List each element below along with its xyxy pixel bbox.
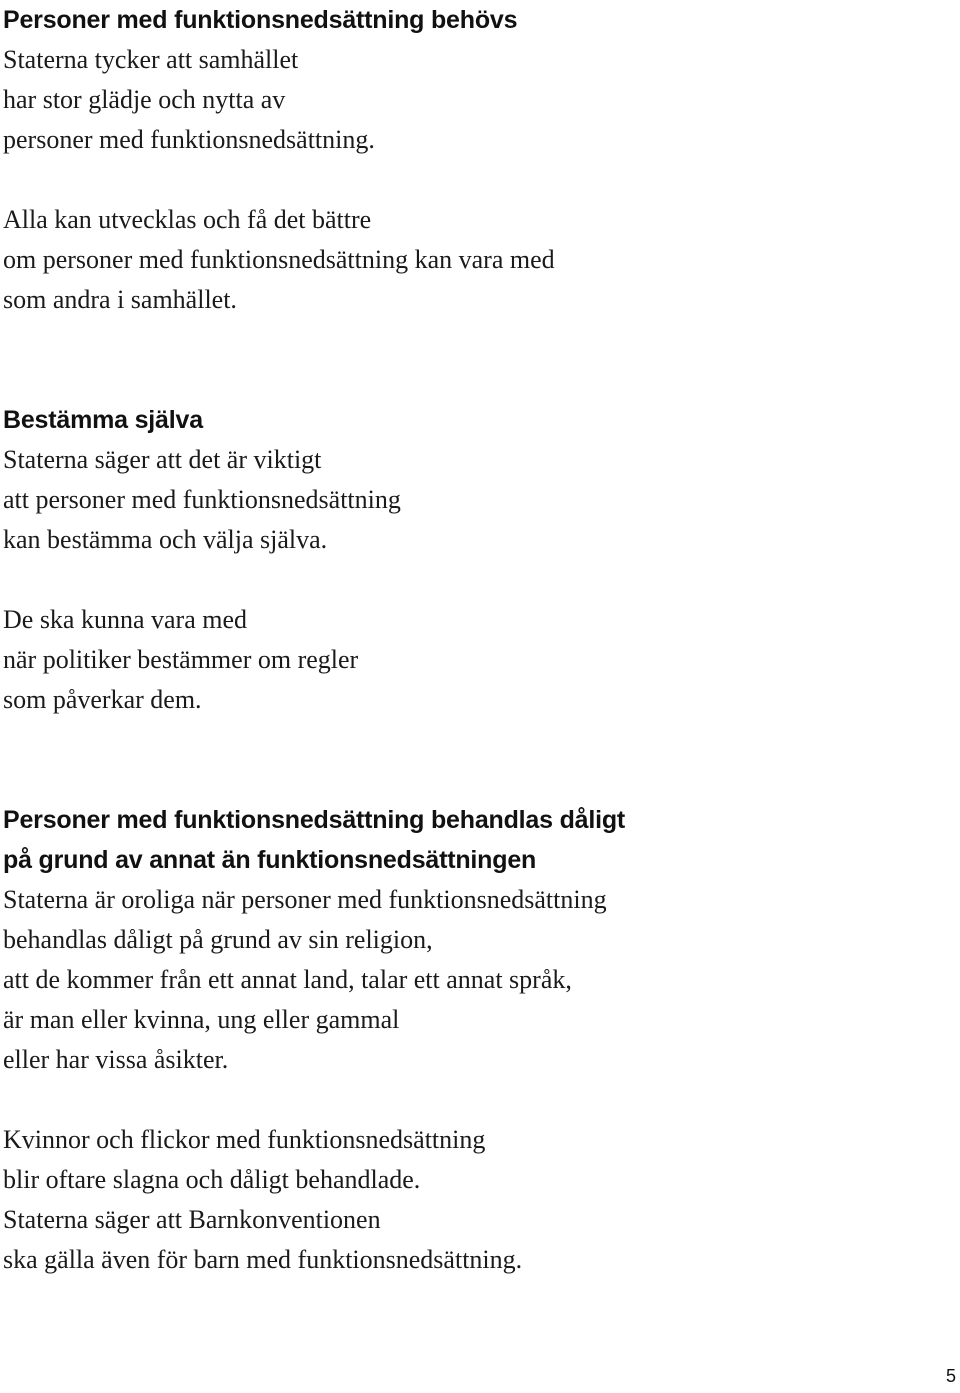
text-line: Staterna säger att Barnkonventionen: [3, 1205, 381, 1234]
section-heading: [3, 800, 953, 880]
text-line: är man eller kvinna, ung eller gammal: [3, 1005, 400, 1034]
text-line: Staterna säger att det är viktigt: [3, 445, 322, 474]
text-line: ska gälla även för barn med funktionsnedsättning.: [3, 1245, 523, 1274]
text-line: Kvinnor och flickor med funktionsnedsättning: [3, 1125, 486, 1154]
text-line: Staterna är oroliga när personer med funktionsnedsättning: [3, 885, 607, 914]
text-line: Staterna tycker att samhället: [3, 45, 299, 74]
document-page: [3, 0, 953, 1280]
text-line: eller har vissa åsikter.: [3, 1045, 229, 1074]
text-line: om personer med funktionsnedsättning kan vara med: [3, 245, 555, 274]
paragraph: [3, 40, 953, 160]
page-number: 5: [945, 1366, 956, 1386]
heading-line: Personer med funktionsnedsättning behandlas dåligt: [3, 806, 626, 834]
heading-line: Bestämma själva: [3, 406, 203, 434]
text-line: kan bestämma och välja själva.: [3, 525, 328, 554]
text-line: De ska kunna vara med: [3, 605, 248, 634]
paragraph: [3, 880, 953, 1080]
text-line: behandlas dåligt på grund av sin religion,: [3, 925, 433, 954]
text-line: att personer med funktionsnedsättning: [3, 485, 401, 514]
text-line: blir oftare slagna och dåligt behandlade.: [3, 1165, 421, 1194]
text-line: som påverkar dem.: [3, 685, 202, 714]
section-heading: [3, 400, 953, 440]
paragraph: [3, 1120, 953, 1280]
section-heading: [3, 0, 953, 40]
text-line: har stor glädje och nytta av: [3, 85, 286, 114]
section-decide-yourself: [3, 400, 953, 720]
heading-line: på grund av annat än funktionsnedsättningen: [3, 846, 537, 874]
text-line: att de kommer från ett annat land, talar ett annat språk,: [3, 965, 572, 994]
section-disability-needed: [3, 0, 953, 320]
paragraph: [3, 600, 953, 720]
paragraph: [3, 440, 953, 560]
text-line: Alla kan utvecklas och få det bättre: [3, 205, 372, 234]
paragraph: [3, 200, 953, 320]
text-line: som andra i samhället.: [3, 285, 237, 314]
section-discrimination: [3, 800, 953, 1280]
heading-line: Personer med funktionsnedsättning behövs: [3, 6, 518, 34]
text-line: personer med funktionsnedsättning.: [3, 125, 375, 154]
text-line: när politiker bestämmer om regler: [3, 645, 359, 674]
